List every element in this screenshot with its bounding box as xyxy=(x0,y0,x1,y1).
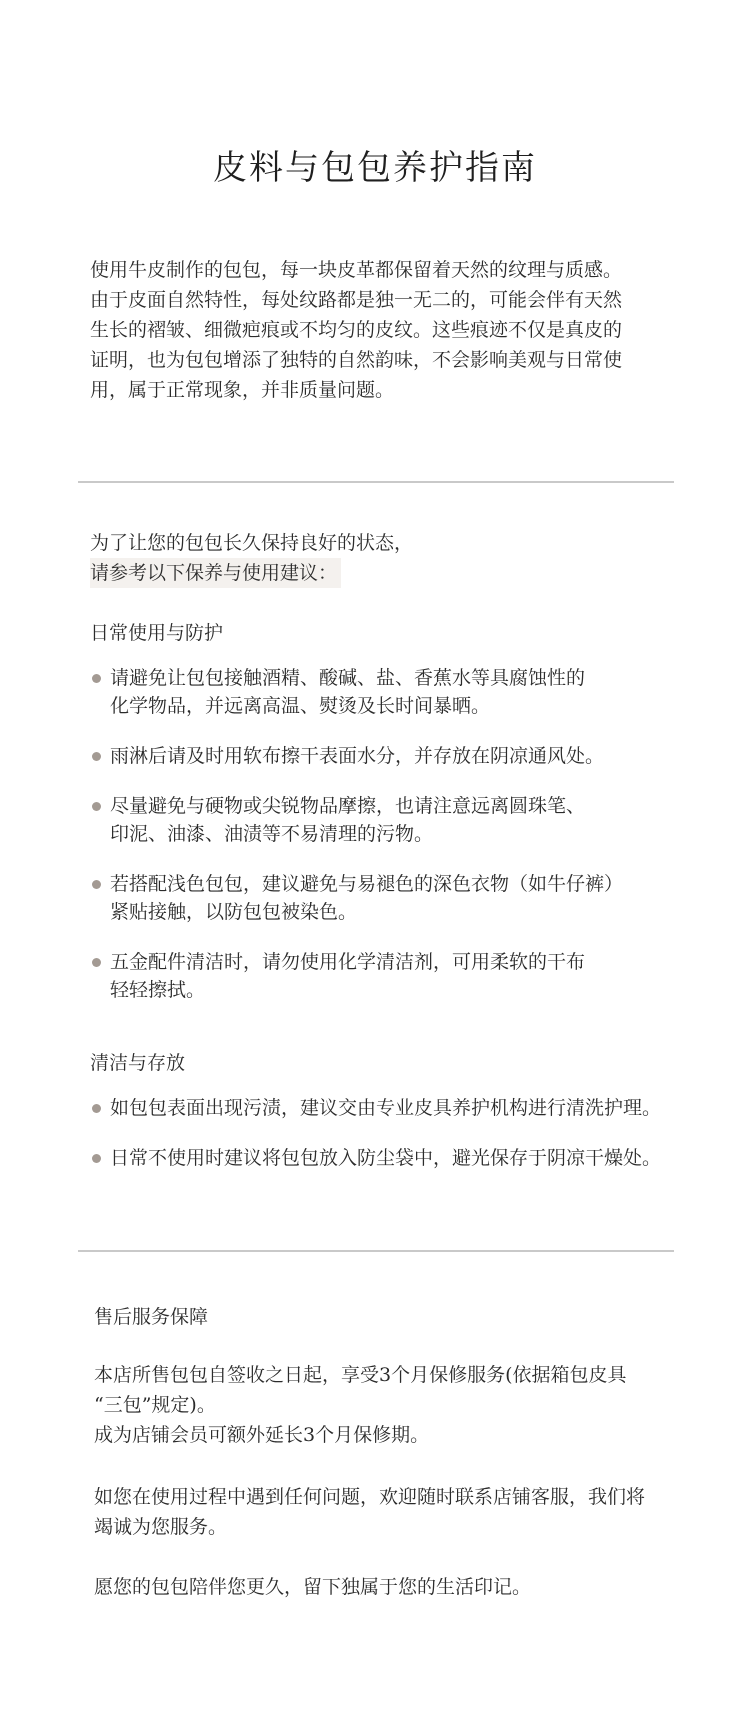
closing-paragraph xyxy=(94,1572,694,1602)
bullet-dot-icon xyxy=(92,674,101,683)
after-sales-heading: 售后服务保障 xyxy=(94,1306,209,1328)
bullet-dot-icon xyxy=(92,1104,101,1113)
contact-line: 如您在使用过程中遇到任何问题，欢迎随时联系店铺客服，我们将 xyxy=(94,1486,646,1508)
bullet-dot-icon xyxy=(92,1154,101,1163)
section-heading-cleaning-storage: 清洁与存放 xyxy=(90,1052,186,1074)
intro-line: 生长的褶皱、细微疤痕或不均匀的皮纹。这些痕迹不仅是真皮的 xyxy=(90,319,623,341)
warranty-paragraph xyxy=(94,1360,694,1450)
bullet-dot-icon xyxy=(92,752,101,761)
list-item: 雨淋后请及时用软布擦干表面水分，并存放在阴凉通风处。 xyxy=(90,742,730,770)
list-item: 若搭配浅色包包，建议避免与易褪色的深色衣物（如牛仔裤） 紧贴接触，以防包包被染色。 xyxy=(90,870,730,926)
cleaning-storage-list xyxy=(90,1094,730,1194)
contact-line: 竭诚为您服务。 xyxy=(94,1516,228,1538)
care-lead-text xyxy=(90,528,670,588)
list-item: 日常不使用时建议将包包放入防尘袋中，避光保存于阴凉干燥处。 xyxy=(90,1144,730,1172)
intro-line: 使用牛皮制作的包包，每一块皮革都保留着天然的纹理与质感。 xyxy=(90,259,623,281)
warranty-line: 成为店铺会员可额外延长3个月保修期。 xyxy=(94,1424,430,1446)
section-divider xyxy=(78,481,674,483)
intro-line: 用，属于正常现象，并非质量问题。 xyxy=(90,379,395,401)
warranty-line: 本店所售包包自签收之日起，享受3个月保修服务(依据箱包皮具 xyxy=(94,1364,627,1386)
lead-line: 为了让您的包包长久保持良好的状态， xyxy=(90,532,414,554)
bullet-dot-icon xyxy=(92,880,101,889)
page-title: 皮料与包包养护指南 xyxy=(213,148,537,188)
section-heading-daily-use: 日常使用与防护 xyxy=(90,622,224,644)
warranty-line: “三包”规定)。 xyxy=(94,1394,216,1416)
list-item: 如包包表面出现污渍，建议交由专业皮具养护机构进行清洗护理。 xyxy=(90,1094,730,1122)
list-item: 请避免让包包接触酒精、酸碱、盐、香蕉水等具腐蚀性的 化学物品，并远离高温、熨烫及长时间暴晒。 xyxy=(90,664,730,720)
intro-line: 证明，也为包包增添了独特的自然韵味，不会影响美观与日常使 xyxy=(90,349,623,371)
list-item: 尽量避免与硬物或尖锐物品摩擦，也请注意远离圆珠笔、 印泥、油漆、油渍等不易清理的污物。 xyxy=(90,792,730,848)
intro-line: 由于皮面自然特性，每处纹路都是独一无二的，可能会伴有天然 xyxy=(90,289,623,311)
intro-paragraph xyxy=(90,255,670,405)
bullet-dot-icon xyxy=(92,958,101,967)
bullet-dot-icon xyxy=(92,802,101,811)
section-divider xyxy=(78,1250,674,1252)
list-item: 五金配件清洁时，请勿使用化学清洁剂，可用柔软的干布 轻轻擦拭。 xyxy=(90,948,730,1004)
daily-use-list xyxy=(90,664,730,1026)
contact-paragraph xyxy=(94,1482,694,1542)
closing-line: 愿您的包包陪伴您更久，留下独属于您的生活印记。 xyxy=(94,1576,532,1598)
lead-line-highlighted: 请参考以下保养与使用建议： xyxy=(90,558,341,588)
